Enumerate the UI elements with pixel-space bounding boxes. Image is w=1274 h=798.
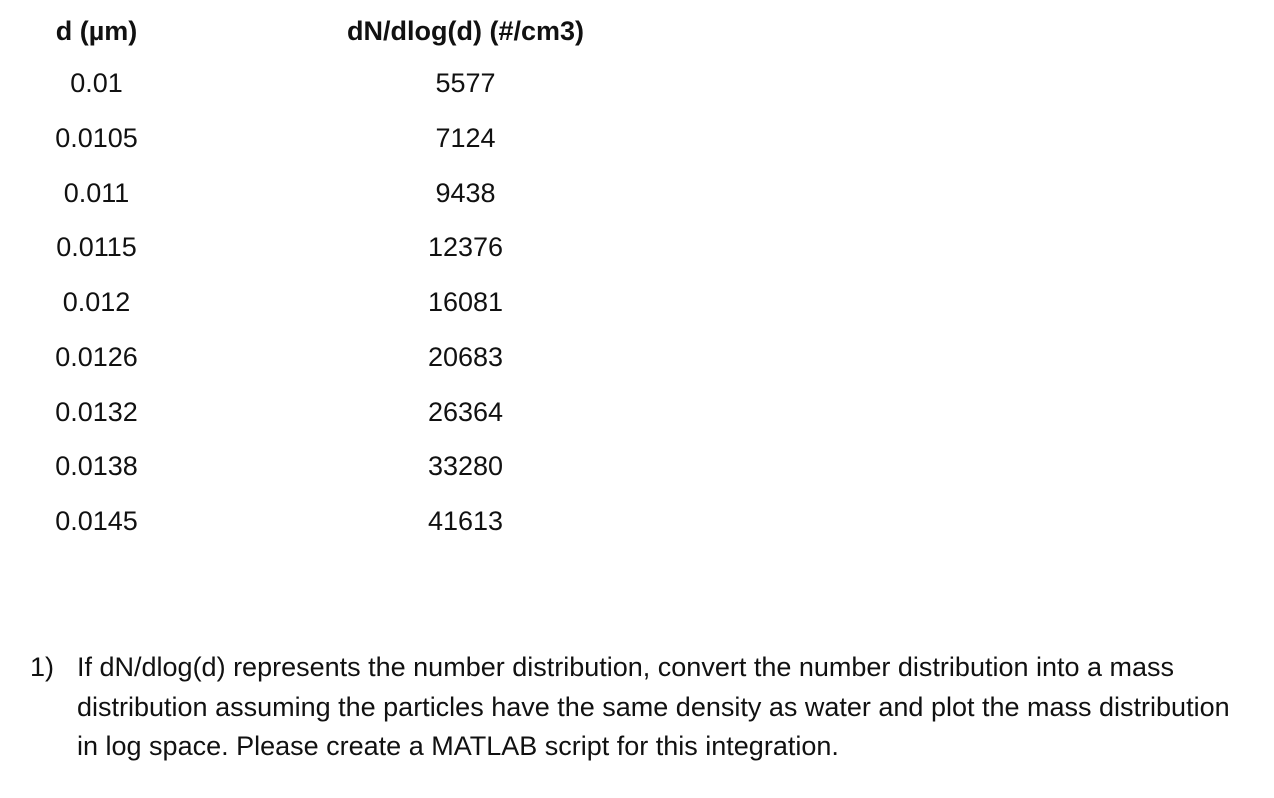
table-header-row [0,0,738,70]
table-row [0,70,738,125]
cell-diameter: 0.0145 [55,506,138,536]
question-number: 1) [30,652,55,682]
question-item [30,648,1230,767]
cell-number-distribution: 26364 [427,396,504,427]
cell-diameter: 0.0126 [55,341,138,372]
cell-diameter: 0.0132 [55,396,138,427]
cell-number-distribution: 33280 [427,451,504,482]
cell-diameter: 0.011 [63,177,130,208]
cell-number-distribution: 41613 [427,506,504,536]
header-number-distribution: dN/dlog(d) (#/cm3) [347,16,584,46]
cell-diameter: 0.0138 [55,451,138,482]
table-row [0,453,738,508]
cell-number-distribution: 9438 [435,177,496,208]
cell-number-distribution: 16081 [427,287,504,317]
cell-diameter: 0.012 [62,287,131,317]
table-row [0,289,738,344]
table-row [0,125,738,180]
table-row [0,508,738,563]
cell-number-distribution: 12376 [427,232,504,263]
cell-diameter: 0.0115 [56,232,137,263]
cell-number-distribution: 7124 [435,122,496,153]
cell-diameter: 0.0105 [55,122,138,153]
cell-number-distribution: 5577 [435,68,496,98]
cell-diameter: 0.01 [70,68,123,98]
size-distribution-table [0,0,738,563]
table-row [0,234,738,289]
table-row [0,180,738,235]
header-diameter: d (µm) [55,16,138,46]
question-text: If dN/dlog(d) represents the number distribution, convert the number distribution into a mass distribution assuming the particles have the same density as water and plot the mass distribution in log space. Please create a MATLAB script for this integration. [77,652,1230,761]
table-row [0,399,738,454]
table-row [0,344,738,399]
cell-number-distribution: 20683 [427,341,504,372]
